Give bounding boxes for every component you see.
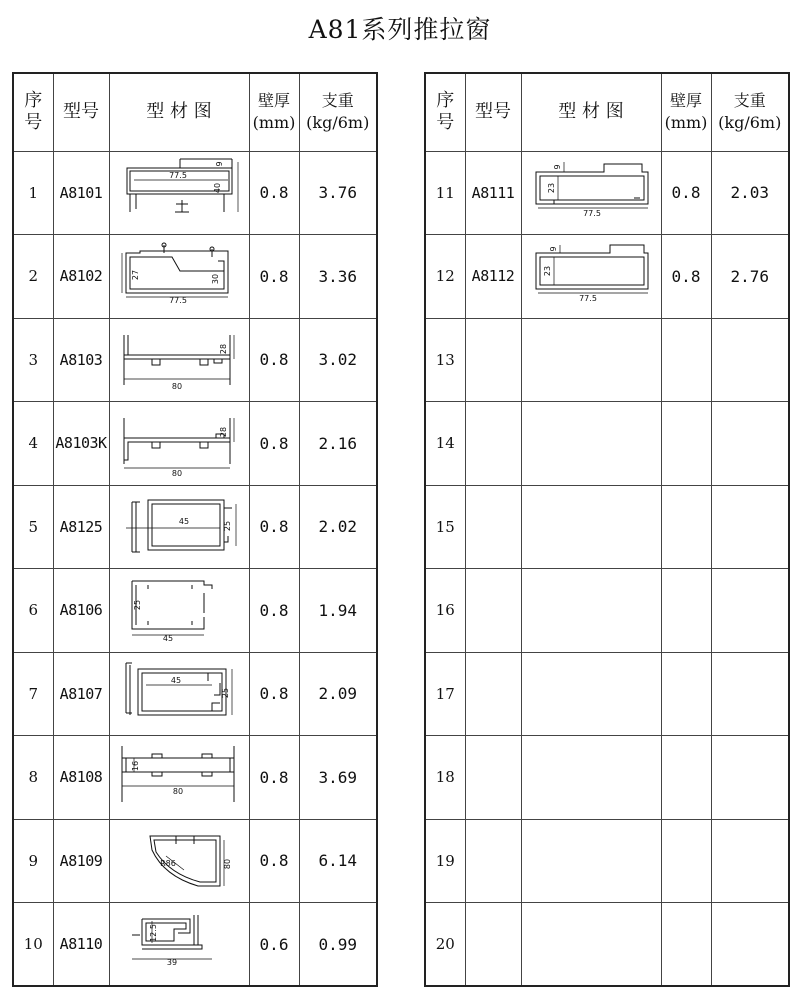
row-weight: 0.99 (299, 903, 377, 987)
row-profile-drawing (109, 485, 249, 569)
table-header-row (13, 73, 377, 151)
row-weight (711, 402, 789, 486)
row-model (465, 402, 521, 486)
table-row (13, 485, 377, 569)
profile-drawing (112, 321, 246, 399)
row-model (465, 903, 521, 987)
header-no: 序 号 (13, 73, 53, 151)
row-wall-thickness: 0.8 (249, 652, 299, 736)
row-model: A8109 (53, 819, 109, 903)
header-model: 型号 (53, 73, 109, 151)
dimension-label: 23 (543, 266, 552, 277)
row-number: 13 (425, 318, 465, 402)
row-weight (711, 819, 789, 903)
row-wall-thickness (661, 485, 711, 569)
row-weight (711, 485, 789, 569)
dimension-label: 9 (549, 246, 558, 252)
row-weight: 3.69 (299, 736, 377, 820)
table-row (13, 235, 377, 319)
row-model: A8125 (53, 485, 109, 569)
table-header-row (425, 73, 789, 151)
header-weight: 支重 (kg/6m) (711, 73, 789, 151)
row-weight (711, 652, 789, 736)
dimension-label: 16 (131, 761, 140, 772)
row-model: A8107 (53, 652, 109, 736)
table-row (13, 903, 377, 987)
dimension-label: 28 (219, 427, 228, 438)
row-profile-drawing (521, 736, 661, 820)
dimension-label: 80 (171, 381, 183, 391)
row-weight: 2.09 (299, 652, 377, 736)
row-profile-drawing (521, 903, 661, 987)
profile-drawing (112, 822, 246, 900)
table-row (13, 402, 377, 486)
row-wall-thickness: 0.8 (249, 402, 299, 486)
profile-drawing (112, 655, 246, 733)
row-number: 9 (13, 819, 53, 903)
row-model (465, 318, 521, 402)
dimension-label: 77.5 (583, 208, 601, 218)
row-model (465, 819, 521, 903)
row-wall-thickness (661, 903, 711, 987)
row-wall-thickness: 0.8 (661, 151, 711, 235)
row-wall-thickness: 0.8 (661, 235, 711, 319)
dimension-label: 80 (171, 469, 183, 479)
row-number: 19 (425, 819, 465, 903)
dimension-label: 77.5 (169, 296, 187, 306)
row-weight: 3.36 (299, 235, 377, 319)
row-wall-thickness (661, 318, 711, 402)
row-profile-drawing (109, 736, 249, 820)
table-row (13, 652, 377, 736)
row-profile-drawing (109, 819, 249, 903)
profile-table-right (424, 72, 790, 987)
row-number: 17 (425, 652, 465, 736)
dimension-label: 45 (170, 675, 182, 685)
row-profile-drawing (521, 151, 661, 235)
row-wall-thickness: 0.8 (249, 569, 299, 653)
row-number: 6 (13, 569, 53, 653)
row-weight (711, 318, 789, 402)
table-row (425, 402, 789, 486)
row-model (465, 736, 521, 820)
row-model: A8103K (53, 402, 109, 486)
row-weight (711, 903, 789, 987)
row-profile-drawing (109, 402, 249, 486)
table-row (425, 569, 789, 653)
dimension-label: 77.5 (579, 294, 597, 304)
page-title: A81系列推拉窗 (308, 15, 492, 44)
table-row (425, 652, 789, 736)
row-profile-drawing (521, 485, 661, 569)
row-weight: 1.94 (299, 569, 377, 653)
row-number: 14 (425, 402, 465, 486)
row-profile-drawing (521, 402, 661, 486)
row-number: 15 (425, 485, 465, 569)
row-profile-drawing (109, 569, 249, 653)
profile-drawing (112, 738, 246, 816)
dimension-label: 25 (221, 687, 230, 698)
row-profile-drawing (521, 652, 661, 736)
row-weight: 2.16 (299, 402, 377, 486)
table-row (425, 318, 789, 402)
dimension-label: 40 (213, 182, 222, 193)
table-row (425, 736, 789, 820)
profile-drawing (112, 571, 246, 649)
row-weight: 6.14 (299, 819, 377, 903)
row-model: A8112 (465, 235, 521, 319)
header-no: 序 号 (425, 73, 465, 151)
table-row (13, 569, 377, 653)
header-model: 型号 (465, 73, 521, 151)
row-model (465, 485, 521, 569)
row-number: 12 (425, 235, 465, 319)
row-model: A8111 (465, 151, 521, 235)
dimension-label: 80 (172, 787, 184, 797)
row-wall-thickness (661, 736, 711, 820)
row-wall-thickness (661, 402, 711, 486)
dimension-label: 39 (166, 958, 178, 967)
header-thickness: 壁厚 (mm) (249, 73, 299, 151)
row-wall-thickness: 0.8 (249, 485, 299, 569)
row-weight: 3.76 (299, 151, 377, 235)
row-profile-drawing (109, 151, 249, 235)
row-profile-drawing (521, 235, 661, 319)
dimension-label: 77.5 (169, 170, 187, 180)
row-number: 18 (425, 736, 465, 820)
table-row (13, 318, 377, 402)
header-thickness: 壁厚 (mm) (661, 73, 711, 151)
dimension-label: 25 (133, 600, 142, 611)
row-model: A8103 (53, 318, 109, 402)
row-model: A8108 (53, 736, 109, 820)
dimension-label: 27 (131, 270, 140, 281)
dimension-label: 23 (547, 182, 556, 193)
table-row (425, 819, 789, 903)
row-wall-thickness: 0.8 (249, 235, 299, 319)
row-model: A8110 (53, 903, 109, 987)
row-number: 4 (13, 402, 53, 486)
profile-table-left (12, 72, 378, 987)
row-wall-thickness: 0.8 (249, 819, 299, 903)
header-drawing: 型 材 图 (521, 73, 661, 151)
table-row (13, 819, 377, 903)
table-row (13, 151, 377, 235)
row-number: 2 (13, 235, 53, 319)
row-wall-thickness: 0.8 (249, 151, 299, 235)
dimension-label: 30 (211, 274, 220, 285)
row-wall-thickness: 0.6 (249, 903, 299, 987)
dimension-label: 9 (215, 161, 224, 167)
profile-drawing (112, 237, 246, 315)
table-row (425, 485, 789, 569)
row-wall-thickness: 0.8 (249, 318, 299, 402)
row-profile-drawing (109, 318, 249, 402)
row-number: 20 (425, 903, 465, 987)
table-row (425, 235, 789, 319)
row-profile-drawing (521, 569, 661, 653)
row-number: 16 (425, 569, 465, 653)
row-wall-thickness: 0.8 (249, 736, 299, 820)
row-weight (711, 569, 789, 653)
row-number: 5 (13, 485, 53, 569)
profile-drawing (112, 488, 246, 566)
row-model: A8101 (53, 151, 109, 235)
row-profile-drawing (521, 819, 661, 903)
dimension-label: 25 (223, 520, 232, 531)
profile-drawing (524, 237, 658, 315)
row-weight (711, 736, 789, 820)
row-number: 7 (13, 652, 53, 736)
dimension-label: 45 (162, 634, 174, 644)
profile-drawing (524, 154, 658, 232)
row-model: A8102 (53, 235, 109, 319)
dimension-label: 12.5 (149, 924, 158, 942)
row-wall-thickness (661, 819, 711, 903)
row-number: 11 (425, 151, 465, 235)
profile-drawing (112, 404, 246, 482)
row-profile-drawing (109, 903, 249, 987)
dimension-label: 9 (553, 164, 562, 170)
row-wall-thickness (661, 652, 711, 736)
row-model (465, 652, 521, 736)
header-weight: 支重 (kg/6m) (299, 73, 377, 151)
dimension-label: 45 (178, 516, 190, 526)
profile-drawing (112, 154, 246, 232)
table-row (13, 736, 377, 820)
row-weight: 2.76 (711, 235, 789, 319)
row-weight: 2.02 (299, 485, 377, 569)
row-wall-thickness (661, 569, 711, 653)
dimension-label: R86 (160, 858, 176, 868)
row-number: 10 (13, 903, 53, 987)
row-weight: 3.02 (299, 318, 377, 402)
row-number: 3 (13, 318, 53, 402)
dimension-label: 80 (223, 858, 232, 869)
row-profile-drawing (109, 652, 249, 736)
profile-drawing (112, 905, 246, 983)
table-row (425, 903, 789, 987)
row-profile-drawing (109, 235, 249, 319)
dimension-label: 28 (219, 343, 228, 354)
table-row (425, 151, 789, 235)
row-number: 1 (13, 151, 53, 235)
row-number: 8 (13, 736, 53, 820)
row-weight: 2.03 (711, 151, 789, 235)
header-drawing: 型 材 图 (109, 73, 249, 151)
row-model: A8106 (53, 569, 109, 653)
row-model (465, 569, 521, 653)
row-profile-drawing (521, 318, 661, 402)
